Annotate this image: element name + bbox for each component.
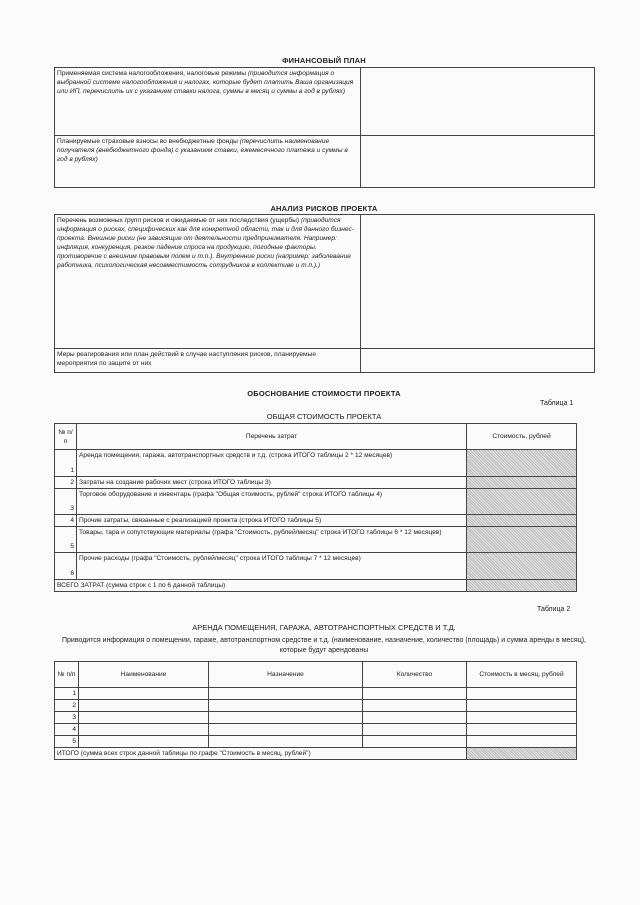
table-row (55, 700, 577, 712)
financial-plan-table (54, 67, 595, 188)
row-hint: (приводится информация о выбранной системе налогообложения и налогах, которые будет платить Ваша организация или ИП, перечислить их с указанием ставки налога, суммы в месяц и суммы в год в рублях) (57, 70, 354, 95)
table-row (55, 712, 577, 724)
table-cell (55, 349, 361, 373)
total-cost-cell[interactable] (467, 748, 577, 760)
quantity-cell[interactable] (363, 700, 467, 712)
col-header-quantity: Количество (363, 662, 467, 688)
quantity-cell[interactable] (363, 712, 467, 724)
purpose-cell[interactable] (209, 736, 363, 748)
row-hint: (перечислить наименование получателя (внебюджетного фонда) с указанием ставки, ежемесячного платежа и суммы в год в рублях) (57, 138, 348, 163)
col-header-costs-list: Перечень затрат (77, 424, 467, 450)
row-label: Планируемые страховые взносы во внебюджетные фонды (57, 138, 238, 145)
row-number: 5 (55, 736, 79, 748)
cost-cell[interactable] (467, 489, 577, 515)
table-row (55, 553, 577, 580)
col-header-monthly-cost: Стоимость в месяц, рублей (467, 662, 577, 688)
col-header-purpose: Назначение (209, 662, 363, 688)
name-cell[interactable] (79, 724, 209, 736)
answer-cell[interactable] (361, 215, 595, 349)
table-header-row (55, 424, 577, 450)
cost-cell[interactable] (467, 515, 577, 527)
cost-cell[interactable] (467, 553, 577, 580)
col-header-number: № п/п (55, 662, 79, 688)
cost-cell[interactable] (467, 712, 577, 724)
table2-label: Таблица 2 (537, 606, 571, 613)
table-row (55, 724, 577, 736)
table-row (55, 477, 577, 489)
table-cell (55, 68, 361, 136)
row-text: Торговое оборудование и инвентарь (графа "Общая стоимость, рублей" строка ИТОГО таблицы 4) (77, 489, 467, 515)
row-number: 6 (55, 553, 77, 580)
table2-caption: Приводится информация о помещении, гараже, автотранспортном средстве и т.д. (наименование, назначение, количество (площадь) и сумма аренды в месяц), которые будут арендованы (62, 637, 586, 654)
table-row (55, 489, 577, 515)
table-row (55, 515, 577, 527)
name-cell[interactable] (79, 736, 209, 748)
table-row (55, 136, 595, 188)
row-number: 2 (55, 700, 79, 712)
cost-cell[interactable] (467, 477, 577, 489)
row-label: Применяемая система налогообложения, налоговые режимы (57, 70, 247, 77)
table-total-row (55, 748, 577, 760)
cost-cell[interactable] (467, 724, 577, 736)
row-number: 2 (55, 477, 77, 489)
table-header-row (55, 662, 577, 688)
row-text: Прочие расходы (графа "Стоимость, рублей/месяц" строка ИТОГО таблицы 7 * 12 месяцев) (77, 553, 467, 580)
total-cost-cell[interactable] (467, 580, 577, 592)
table-row (55, 527, 577, 553)
cost-cell[interactable] (467, 450, 577, 477)
row-text: Аренда помещения, гаража, автотранспортных средств и т.д. (строка ИТОГО таблицы 2 * 12 месяцев) (77, 450, 467, 477)
total-label: ИТОГО (сумма всех строк данной таблицы по графе "Стоимость в месяц, рублей") (55, 748, 467, 760)
col-header-number: № п/п (55, 424, 77, 450)
answer-cell[interactable] (361, 68, 595, 136)
row-number: 1 (55, 688, 79, 700)
quantity-cell[interactable] (363, 736, 467, 748)
cost-cell[interactable] (467, 688, 577, 700)
purpose-cell[interactable] (209, 712, 363, 724)
row-text: Товары, тара и сопутствующие материалы (графа "Стоимость, рублей/месяц" строка ИТОГО таблицы 6 * 12 месяцев) (77, 527, 467, 553)
quantity-cell[interactable] (363, 724, 467, 736)
row-number: 4 (55, 515, 77, 527)
cost-cell[interactable] (467, 700, 577, 712)
table-row (55, 68, 595, 136)
name-cell[interactable] (79, 688, 209, 700)
purpose-cell[interactable] (209, 700, 363, 712)
row-hint: (приводится информация о рисках, специфических как для конкретной области, так и для данного бизнес-проекта. Внешние риски (не зависящие от деятельности предпринимателя. Например: инфляция, конкуренция, резкое падение спроса на продукцию, погодные факторы, противоречие с внешним правовым полем и т.п.). Внутренние риски (например: заболевание работника, психологическая несовместимость сотрудников в коллективе и т.п.).) (57, 217, 354, 269)
row-number: 5 (55, 527, 77, 553)
table-row (55, 736, 577, 748)
row-label: Перечень возможных групп рисков и ожидаемые от них последствия (ущербы) (57, 217, 300, 224)
total-label: ВСЕГО ЗАТРАТ (сумма строк с 1 по 6 данной таблицы) (55, 580, 467, 592)
total-cost-table (54, 423, 577, 592)
name-cell[interactable] (79, 700, 209, 712)
cost-cell[interactable] (467, 527, 577, 553)
table-total-row (55, 580, 577, 592)
table-row (55, 215, 595, 349)
name-cell[interactable] (79, 712, 209, 724)
risk-analysis-title: АНАЛИЗ РИСКОВ ПРОЕКТА (270, 204, 378, 213)
row-number: 3 (55, 489, 77, 515)
financial-plan-title: ФИНАНСОВЫЙ ПЛАН (282, 56, 366, 65)
row-text: Затраты на создание рабочих мест (строка ИТОГО таблицы 3) (77, 477, 467, 489)
row-number: 4 (55, 724, 79, 736)
col-header-name: Наименование (79, 662, 209, 688)
cost-justification-title: ОБОСНОВАНИЕ СТОИМОСТИ ПРОЕКТА (247, 389, 401, 398)
table-row (55, 450, 577, 477)
purpose-cell[interactable] (209, 688, 363, 700)
table1-title: ОБЩАЯ СТОИМОСТЬ ПРОЕКТА (266, 412, 382, 421)
table-cell (55, 136, 361, 188)
table-cell (55, 215, 361, 349)
purpose-cell[interactable] (209, 724, 363, 736)
cost-cell[interactable] (467, 736, 577, 748)
answer-cell[interactable] (361, 349, 595, 373)
row-number: 3 (55, 712, 79, 724)
table2-title: АРЕНДА ПОМЕЩЕНИЯ, ГАРАЖА, АВТОТРАНСПОРТНЫХ СРЕДСТВ И Т.Д. (192, 623, 456, 632)
row-text: Прочие затраты, связанные с реализацией проекта (строка ИТОГО таблицы 5) (77, 515, 467, 527)
table-row (55, 349, 595, 373)
row-label: Меры реагирования или план действий в случае наступления рисков, планируемые мероприятия по защите от них (57, 351, 316, 367)
table-row (55, 688, 577, 700)
table1-label: Таблица 1 (540, 400, 574, 407)
row-number: 1 (55, 450, 77, 477)
rent-table (54, 661, 577, 760)
col-header-cost: Стоимость, рублей (467, 424, 577, 450)
quantity-cell[interactable] (363, 688, 467, 700)
risk-analysis-table (54, 214, 595, 373)
answer-cell[interactable] (361, 136, 595, 188)
